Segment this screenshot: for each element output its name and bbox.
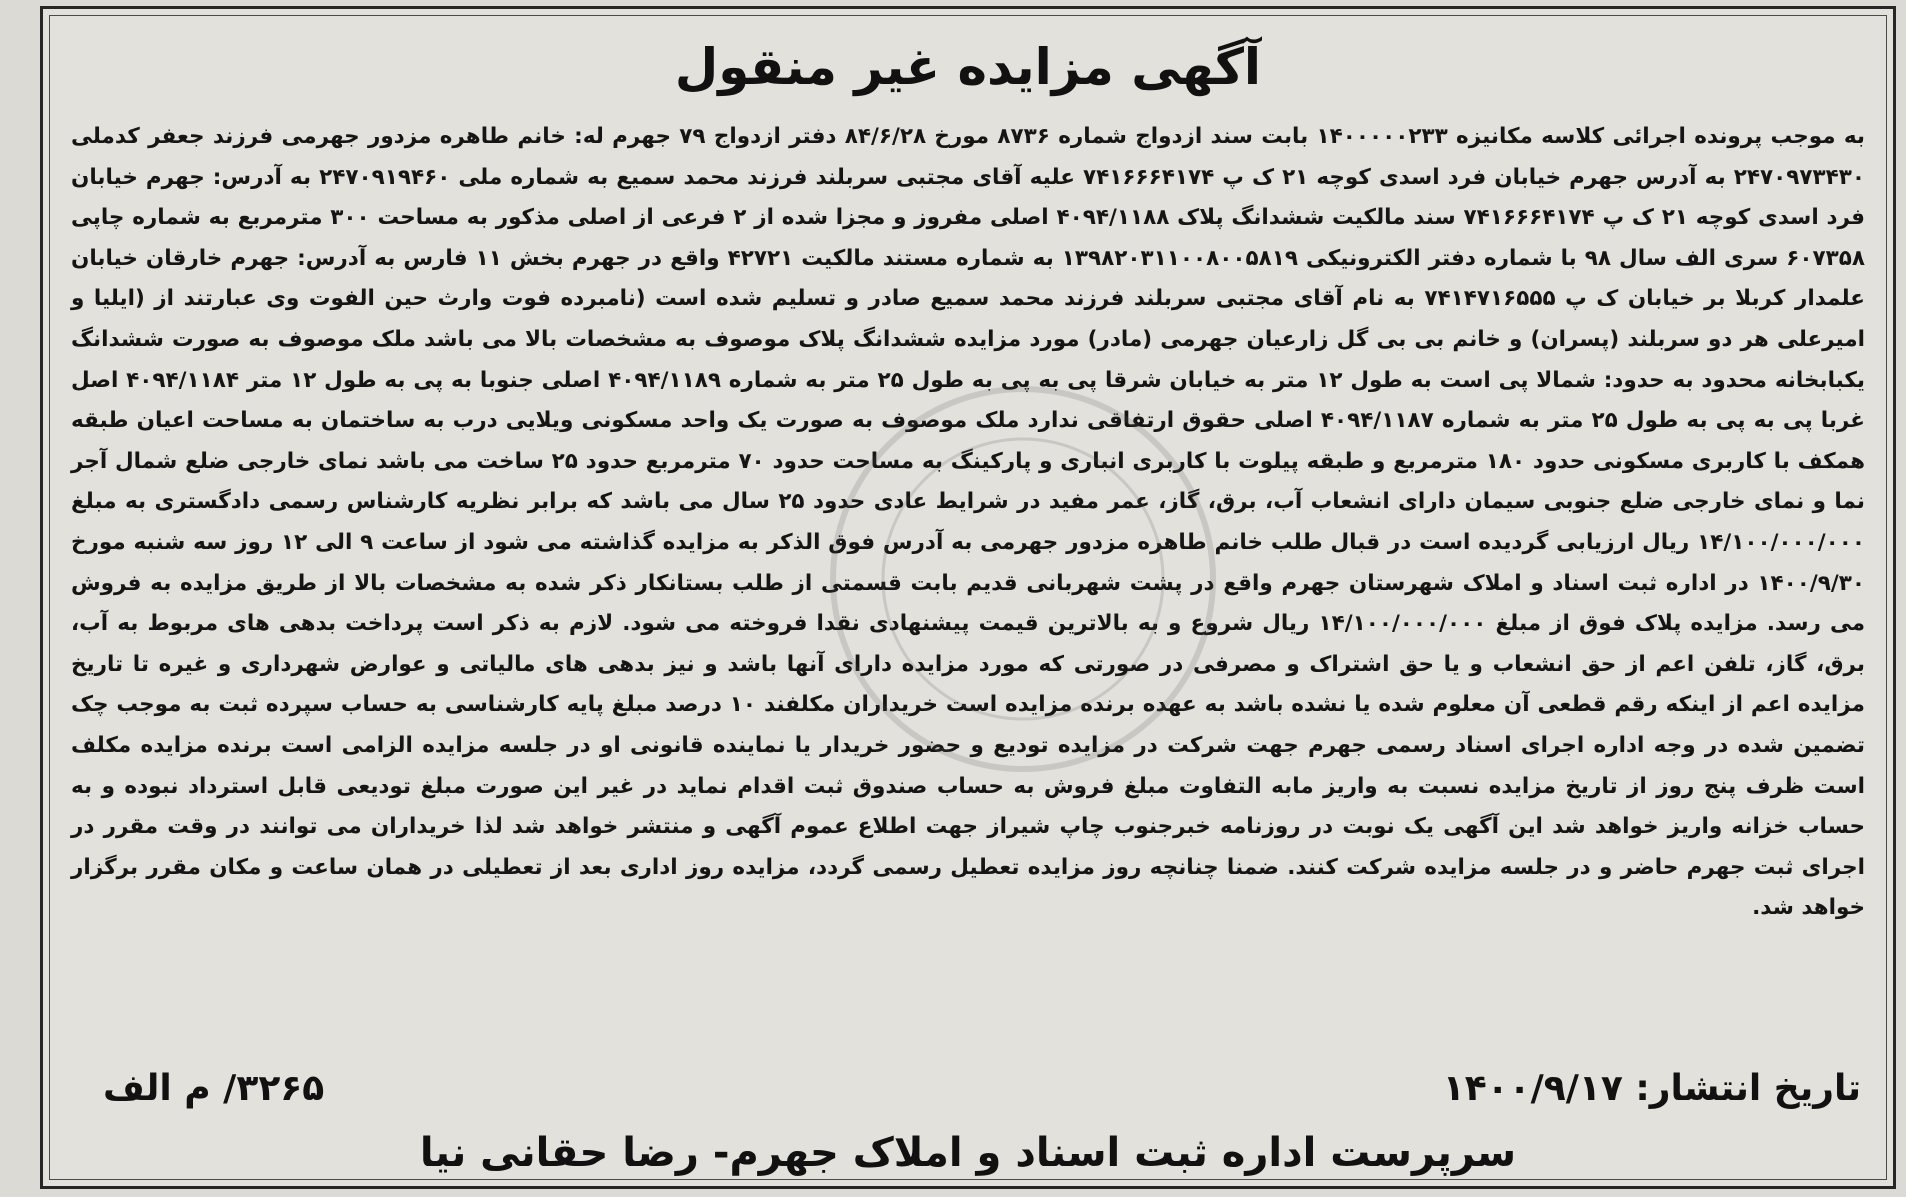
notice-body: به موجب پرونده اجرائی کلاسه مکانیزه ۱۴۰۰۰۰۰۲۳۳ بابت سند ازدواج شماره ۸۷۳۶ مورخ ۸۴/۶/۲۸ دفتر ازدواج ۷۹ جهرم له: خانم طاهره مزدور جهرمی فرزند جعفر کدملی ۲۴۷۰۹۷۳۴۳۰ به آدرس جهرم خیابان فرد اسدی کوچه ۲۱ ک پ ۷۴۱۶۶۶۴۱۷۴ علیه آقای مجتبی سربلند فرزند محمد سمیع به شماره ملی ۲۴۷۰۹۱۹۴۶۰ به آدرس: جهرم خیابان فرد اسدی کوچه ۲۱ ک پ ۷۴۱۶۶۶۴۱۷۴ سند مالکیت ششدانگ پلاک ۴۰۹۴/۱۱۸۸ اصلی مفروز و مجزا شده از ۲ فرعی از اصلی مذکور به مساحت ۳۰۰ مترمربع به شماره چاپی ۶۰۷۳۵۸ سری الف سال ۹۸ با شماره دفتر الکترونیکی ۱۳۹۸۲۰۳۱۱۰۰۸۰۰۵۸۱۹ به شماره مستند مالکیت ۴۲۷۲۱ واقع در جهرم بخش ۱۱ فارس به آدرس: جهرم خارقان خیابان علمدار کربلا بر خیابان ک پ ۷۴۱۴۷۱۶۵۵۵ به نام آقای مجتبی سربلند فرزند محمد سمیع صادر و تسلیم شده است (نامبرده فوت وارث حین الفوت وی عبارتند از (ایلیا و امیرعلی هر دو سربلند (پسران) و خانم بی بی گل زارعیان جهرمی (مادر) مورد مزایده ششدانگ پلاک موصوف به مشخصات بالا می باشد ملک موصوف به صورت ششدانگ یکبابخانه محدود به حدود: شمالا پی است به طول ۱۲ متر به خیابان شرقا پی به پی به طول ۲۵ متر به شماره ۴۰۹۴/۱۱۸۹ اصلی جنوبا به پی به طول ۱۲ متر ۴۰۹۴/۱۱۸۴ اصل غربا پی به پی به طول ۲۵ متر به شماره ۴۰۹۴/۱۱۸۷ اصلی حقوق ارتفاقی ندارد ملک موصوف به صورت یک واحد مسکونی ویلایی درب به ساختمان به مساحت اعیان طبقه همکف با کاربری مسکونی حدود ۱۸۰ مترمربع و طبقه پیلوت با کاربری انباری و پارکینگ به مساحت حدود ۷۰ مترمربع حدود ۲۵ ساخت می باشد نمای خارجی ضلع شمال آجر نما و نمای خارجی ضلع جنوبی سیمان دارای انشعاب آب، برق، گاز، عمر مفید در شرایط عادی حدود ۲۵ سال می باشد که برابر نظریه کارشناس رسمی دادگستری به مبلغ ۱۴/۱۰۰/۰۰۰/۰۰۰ ریال ارزیابی گردیده است در قبال طلب خانم طاهره مزدور جهرمی به آدرس فوق الذکر به مزایده گذاشته می شود از ساعت ۹ الی ۱۲ روز سه شنبه مورخ ۱۴۰۰/۹/۳۰ در اداره ثبت اسناد و املاک شهرستان جهرم واقع در پشت شهربانی قدیم بابت قسمتی از طلب بستانکار ذکر شده به مشخصات بالا از طریق مزایده به فروش می رسد. مزایده پلاک فوق از مبلغ ۱۴/۱۰۰/۰۰۰/۰۰۰ ریال شروع و به بالاترین قیمت پیشنهادی نقدا فروخته می شود. لازم به ذکر است پرداخت بدهی های مربوط به آب، برق، گاز، تلفن اعم از حق انشعاب و یا حق اشتراک و مصرفی در صورتی که مورد مزایده دارای آنها باشد و نیز بدهی های مالیاتی و عوارض شهرداری و غیره تا تاریخ مزایده اعم از اینکه رقم قطعی آن معلوم شده یا نشده باشد به عهده برنده مزایده است خریداران مکلفند ۱۰ درصد مبلغ پایه کارشناسی به حساب سپرده ثبت به موجب چک تضمین شده در وجه اداره اجرای اسناد رسمی جهرم جهت شرکت در مزایده تودیع و حضور خریدار یا نماینده قانونی او در جلسه مزایده الزامی است برنده مزایده مکلف است ظرف پنج روز از تاریخ مزایده نسبت به واریز مابه التفاوت مبلغ فروش به حساب صندوق ثبت اقدام نماید در غیر این صورت مبلغ تودیعی قابل استرداد نبوده و به حساب خزانه واریز خواهد شد این آگهی یک نوبت در روزنامه خبرجنوب چاپ شیراز جهت اطلاع عموم آگهی و منتشر خواهد شد لذا خریداران می توانند در وقت مقرر در اجرای ثبت جهرم حاضر و در جلسه مزایده شرکت کنند. ضمنا چنانچه روز مزایده تعطیل رسمی گردد، مزایده روز اداری بعد از تعطیلی در همان ساعت و مکان مقرر برگزار خواهد شد. [71,124,1866,921]
publication-date: تاریخ انتشار: ۱۴۰۰/۹/۱۷ [1442,1068,1861,1109]
signature-line: سرپرست اداره ثبت اسناد و املاک جهرم- رضا حقانی نیا [419,1130,1517,1176]
publication-row [103,1061,1861,1117]
reference-number: ۳۲۶۵/ م الف [103,1068,325,1109]
notice-frame [40,6,1896,1189]
notice-title: آگهی مزایده غیر منقول [674,38,1262,96]
